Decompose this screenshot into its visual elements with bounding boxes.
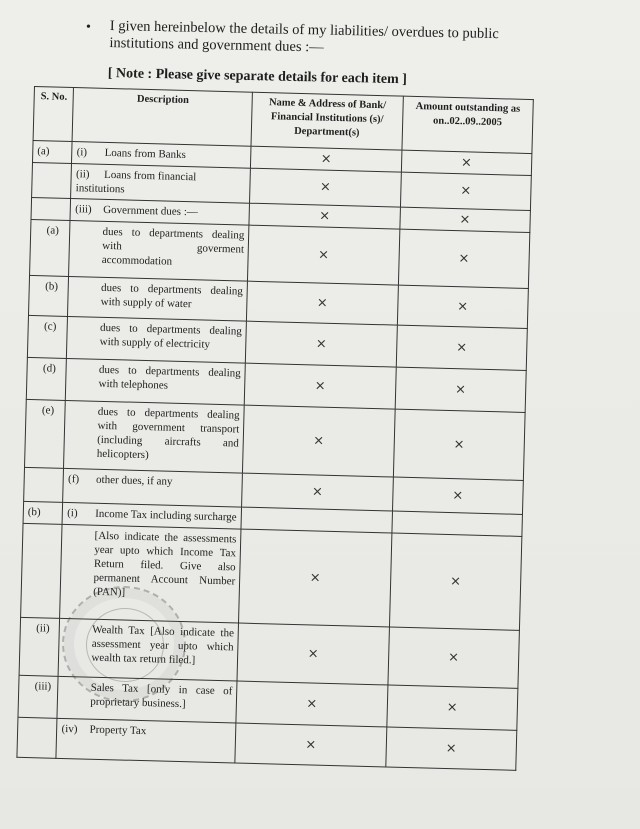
row-text: Sales Tax [only in case of proprietary business.] — [90, 681, 233, 711]
name-mark: × — [239, 529, 392, 627]
row-description — [44, 276, 248, 321]
row-description — [71, 164, 251, 204]
row-description — [46, 220, 249, 281]
row-sno — [21, 523, 63, 618]
row-number: (iii) — [34, 680, 52, 693]
name-mark: × — [247, 281, 398, 325]
row-sno — [31, 197, 71, 220]
name-mark: × — [237, 623, 389, 685]
amount-mark: × — [400, 207, 531, 232]
row-text: dues to departments dealing with government transport (including aircrafts and helicopters) — [96, 405, 240, 462]
note-line: [ Note : Please give separate details for each item ] — [107, 66, 408, 88]
name-mark: × — [249, 203, 400, 229]
name-mark: × — [243, 405, 395, 477]
row-number: (i) — [76, 146, 88, 159]
row-description — [41, 400, 245, 473]
row-number: (iii) — [75, 203, 92, 216]
row-text: dues to departments dealing with telephones — [98, 363, 241, 392]
header-sno: S. No. — [33, 87, 74, 142]
amount-mark: × — [392, 477, 523, 514]
row-text: Wealth Tax [Also indicate the assessment year upto which wealth tax return filed.] — [91, 623, 235, 667]
row-text: dues to departments dealing with supply of water — [100, 281, 244, 311]
liabilities-sheet — [16, 86, 534, 789]
amount-mark: × — [388, 627, 520, 688]
row-number: (iv) — [61, 722, 78, 736]
amount-mark: × — [400, 172, 531, 210]
row-sno — [32, 162, 72, 198]
amount-mark: × — [397, 285, 528, 328]
name-mark: × — [236, 681, 388, 727]
amount-mark: × — [389, 533, 522, 630]
row-number: (b) — [44, 280, 59, 293]
row-text: dues to departments dealing with goverment accommodation — [101, 225, 245, 268]
row-number: (ii) — [75, 168, 90, 181]
row-text: [Also indicate the assessments year upto which Income Tax Return filed. Give also permanent Account Number (PAN)] — [93, 529, 237, 599]
name-mark: × — [245, 321, 397, 367]
row-number: (i) — [67, 507, 78, 520]
amount-mark: × — [385, 727, 516, 770]
row-number — [67, 538, 95, 539]
row-description — [56, 718, 236, 763]
row-number: (f) — [67, 473, 80, 486]
row-sno — [17, 717, 57, 758]
row-description — [60, 524, 241, 623]
row-number: (e) — [41, 404, 55, 417]
row-description — [34, 676, 237, 723]
row-description — [42, 358, 246, 405]
bullet-mark: • — [86, 20, 91, 35]
row-text: Income Tax including surcharge — [95, 507, 237, 524]
name-mark: × — [250, 168, 401, 207]
name-mark: × — [235, 723, 386, 767]
row-text: dues to departments dealing with supply of electricity — [99, 321, 242, 351]
liabilities-table — [16, 86, 533, 771]
name-mark: × — [251, 146, 402, 172]
name-mark: × — [242, 473, 393, 511]
amount-mark: × — [401, 150, 532, 175]
name-mark: × — [244, 363, 396, 409]
row-sno: (a) — [32, 140, 72, 163]
amount-mark: × — [398, 229, 530, 288]
table-row — [21, 523, 522, 630]
amount-mark: × — [396, 325, 527, 370]
row-text: Loans from financial institutions — [75, 168, 197, 196]
row-text: Loans from Banks — [104, 146, 187, 161]
row-description — [63, 468, 243, 507]
row-number: (a) — [46, 224, 59, 237]
intro-paragraph: I given hereinbelow the details of my liabilities/ overdues to public institutions and government dues :— — [109, 18, 499, 56]
amount-mark: × — [387, 685, 518, 730]
name-mark: × — [248, 225, 400, 285]
row-text: Government dues :— — [103, 203, 198, 219]
row-number: (d) — [42, 362, 56, 375]
row-description — [43, 316, 247, 363]
row-description — [36, 618, 238, 681]
row-number: (c) — [43, 320, 57, 333]
row-text: other dues, if any — [95, 473, 173, 488]
row-sno — [24, 467, 64, 502]
header-name-address: Name & Address of Bank/ Financial Institutions (s)/ Department(s) — [251, 92, 403, 150]
amount-mark: × — [395, 367, 526, 412]
row-number: (ii) — [36, 622, 50, 635]
header-description: Description — [72, 88, 252, 147]
row-sno: (b) — [23, 501, 63, 524]
row-text: Property Tax — [89, 723, 147, 738]
table-row — [25, 399, 526, 480]
header-amount: Amount outstanding as on..02..09..2005 — [402, 96, 534, 153]
amount-mark: × — [393, 409, 525, 480]
